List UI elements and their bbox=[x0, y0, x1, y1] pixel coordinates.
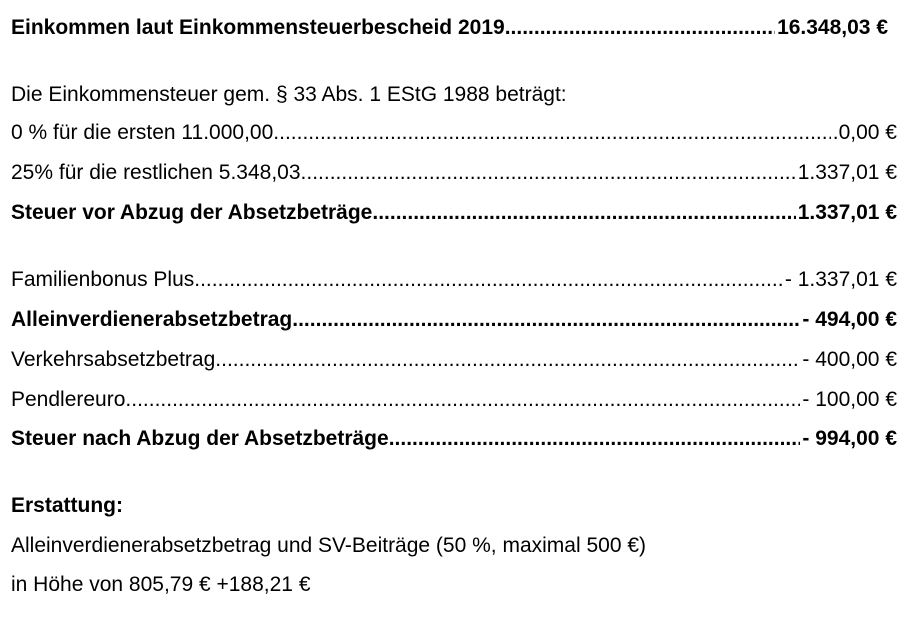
deduction-amount: - 494,00 € bbox=[802, 308, 897, 331]
refund-heading: Erstattung: bbox=[11, 494, 123, 517]
income-row bbox=[11, 13, 888, 43]
tax-after-deductions-row bbox=[11, 424, 897, 454]
leader-dots bbox=[215, 345, 800, 375]
deduction-row-2 bbox=[11, 345, 897, 375]
income-amount: 16.348,03 € bbox=[777, 16, 888, 39]
leader-dots bbox=[194, 265, 783, 295]
leader-dots bbox=[125, 385, 800, 415]
deduction-label: Familienbonus Plus bbox=[11, 268, 195, 291]
deduction-amount: - 100,00 € bbox=[802, 388, 897, 411]
leader-dots bbox=[301, 158, 796, 188]
tax-row-amount: 1.337,01 € bbox=[797, 161, 897, 184]
leader-dots bbox=[292, 305, 800, 335]
tax-row-0 bbox=[11, 118, 897, 148]
tax-row-label: 25% für die restlichen 5.348,03 bbox=[11, 161, 301, 184]
tax-row-amount: 1.337,01 € bbox=[797, 201, 897, 224]
deduction-amount: - 1.337,01 € bbox=[784, 268, 897, 291]
intro-text: Die Einkommensteuer gem. § 33 Abs. 1 EStG 1988 beträgt: bbox=[11, 83, 567, 106]
tax-row-1 bbox=[11, 158, 897, 188]
deduction-amount: - 400,00 € bbox=[802, 348, 897, 371]
deduction-label: Alleinverdienerabsetzbetrag bbox=[11, 308, 293, 331]
tax-row-label: 0 % für die ersten 11.000,00 bbox=[11, 121, 274, 144]
deduction-label: Steuer nach Abzug der Absetzbeträge bbox=[11, 427, 389, 450]
tax-row-label: Steuer vor Abzug der Absetzbeträge bbox=[11, 201, 373, 224]
leader-dots bbox=[389, 424, 801, 454]
deduction-row-1 bbox=[11, 305, 897, 335]
income-label: Einkommen laut Einkommensteuerbescheid 2019 bbox=[11, 16, 505, 39]
refund-line-2: in Höhe von 805,79 € +188,21 € bbox=[11, 573, 311, 596]
leader-dots bbox=[505, 13, 775, 43]
refund-line-1: Alleinverdienerabsetzbetrag und SV-Beiträge (50 %, maximal 500 €) bbox=[11, 534, 647, 557]
tax-row-amount: .0,00 € bbox=[832, 121, 897, 144]
leader-dots bbox=[273, 118, 830, 148]
deduction-row-0 bbox=[11, 265, 897, 295]
tax-before-deductions-row bbox=[11, 198, 897, 228]
leader-dots bbox=[372, 198, 795, 228]
deduction-amount: - 994,00 € bbox=[802, 427, 897, 450]
deduction-label: Verkehrsabsetzbetrag bbox=[11, 348, 216, 371]
deduction-label: Pendlereuro bbox=[11, 388, 126, 411]
deduction-row-3 bbox=[11, 385, 897, 415]
